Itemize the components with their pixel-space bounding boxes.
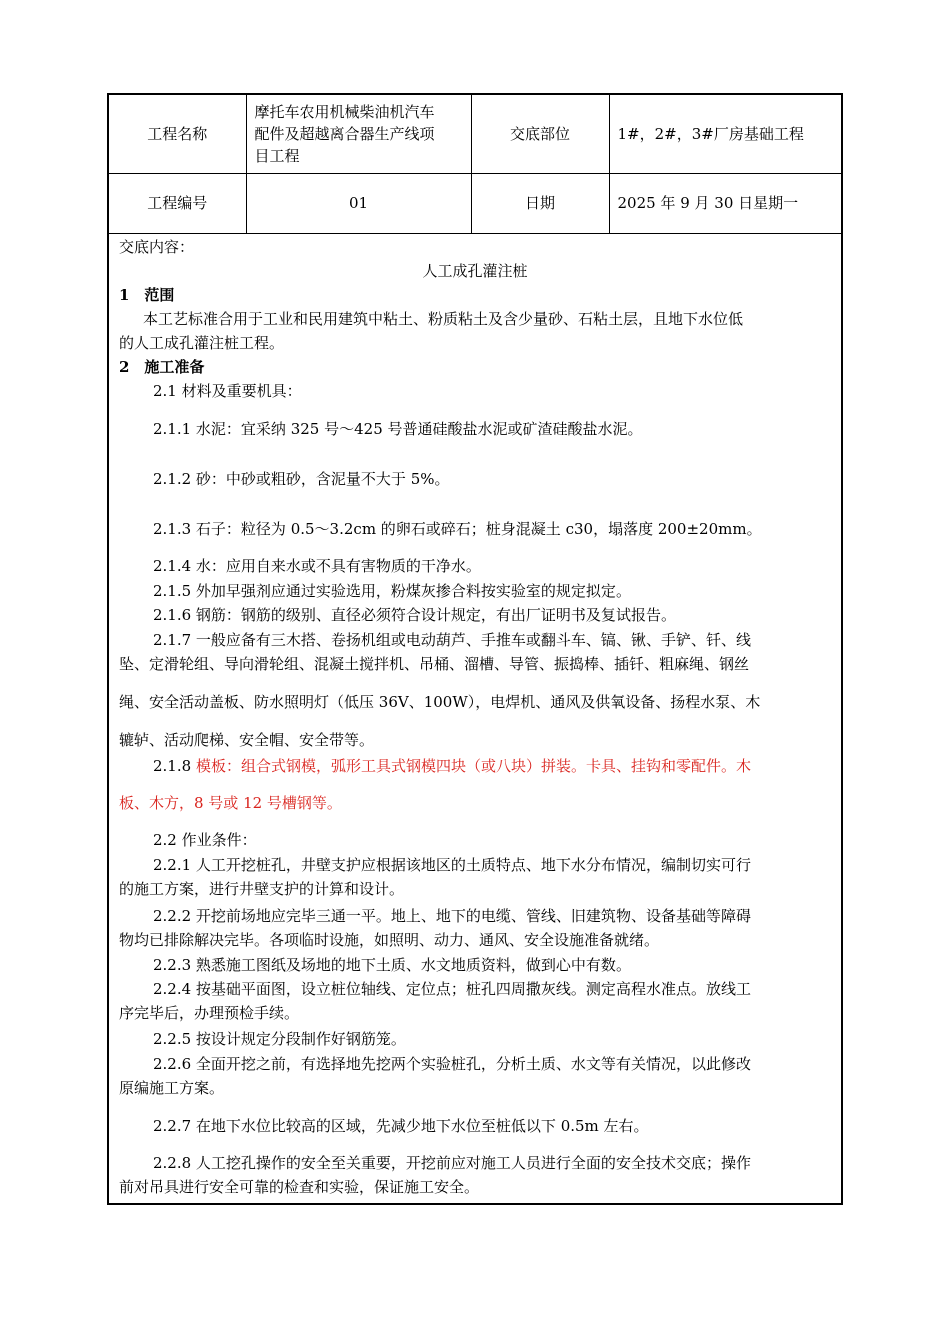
part-value: 1#，2#，3#厂房基础工程 bbox=[609, 95, 841, 173]
paragraph-line: 序完毕后，办理预检手续。 bbox=[119, 1003, 300, 1022]
paragraph-line: 绳、安全活动盖板、防水照明灯（低压 36V、100W），电焊机、通风及供氧设备、扬程水泵、木 bbox=[119, 692, 761, 711]
paragraph-line: 2.1.7 一般应备有三木搭、卷扬机组或电动葫芦、手推车或翻斗车、镐、锹、手铲、钎、线 bbox=[153, 630, 751, 649]
paragraph-line: 2.2.2 开挖前场地应完毕三通一平。地上、地下的电缆、管线、旧建筑物、设备基础等障碍 bbox=[153, 906, 751, 925]
paragraph-line: 2.2.3 熟悉施工图纸及场地的地下土质、水文地质资料，做到心中有数。 bbox=[153, 955, 631, 974]
paragraph-line: 2.1.4 水：应用自来水或不具有害物质的干净水。 bbox=[153, 556, 481, 575]
paragraph-line: 2.1.3 石子：粒径为 0.5～3.2cm 的卵石或碎石；桩身混凝土 c30，塌落度 200±20mm。 bbox=[153, 519, 762, 538]
section-heading: 2 施工准备 bbox=[119, 357, 205, 376]
paragraph-line: 2.2 作业条件： bbox=[153, 830, 257, 849]
highlighted-text: 模板：组合式钢模，弧形工具式钢模四块（或八块）拼装。卡具、挂钩和零配件。木 bbox=[195, 756, 751, 775]
paragraph-line: 前对吊具进行安全可靠的检查和实验，保证施工安全。 bbox=[119, 1177, 480, 1196]
paragraph-line: 2.1.6 钢筋：钢筋的级别、直径必须符合设计规定，有出厂证明书及复试报告。 bbox=[153, 605, 676, 624]
project-name-label: 工程名称 bbox=[109, 95, 246, 173]
header-table bbox=[109, 95, 841, 234]
paragraph-line: 2.2.4 按基础平面图，设立桩位轴线、定位点；桩孔四周撒灰线。测定高程水准点。放线工 bbox=[153, 979, 751, 998]
paragraph-line: 2.1.1 水泥：宜采纳 325 号～425 号普通硅酸盐水泥或矿渣硅酸盐水泥。 bbox=[153, 419, 643, 438]
paragraph-line bbox=[153, 755, 751, 776]
part-label: 交底部位 bbox=[471, 95, 609, 173]
paragraph-line: 2.1 材料及重要机具： bbox=[153, 381, 302, 400]
number-label: 工程编号 bbox=[109, 173, 246, 233]
project-name-line: 摩托车农用机械柴油机汽车 bbox=[254, 102, 435, 121]
paragraph-line: 物均已排除解决完毕。各项临时设施，如照明、动力、通风、安全设施准备就绪。 bbox=[119, 930, 660, 949]
paragraph-line: 本工艺标准合用于工业和民用建筑中粘土、粉质粘土及含少量砂、石粘土层，且地下水位低 bbox=[143, 309, 744, 328]
paragraph-line: 的人工成孔灌注桩工程。 bbox=[119, 333, 285, 352]
paragraph-line: 原编施工方案。 bbox=[119, 1078, 225, 1097]
project-name-line: 目工程 bbox=[254, 146, 300, 165]
item-number: 2.1.8 bbox=[153, 756, 192, 775]
paragraph-line: 辘轳、活动爬梯、安全帽、安全带等。 bbox=[119, 730, 375, 749]
section-heading: 1 范围 bbox=[119, 285, 175, 304]
project-name-value bbox=[246, 95, 471, 173]
paragraph-line: 2.1.5 外加早强剂应通过实验选用，粉煤灰掺合料按实验室的规定拟定。 bbox=[153, 581, 631, 600]
paragraph-line: 2.2.1 人工开挖桩孔，井壁支护应根据该地区的土质特点、地下水分布情况，编制切实可行 bbox=[153, 855, 751, 874]
content-title: 人工成孔灌注桩 bbox=[422, 261, 528, 280]
date-label: 日期 bbox=[471, 173, 609, 233]
paragraph-line: 坠、定滑轮组、导向滑轮组、混凝土搅拌机、吊桶、溜槽、导管、振捣棒、插钎、粗麻绳、钢丝 bbox=[119, 654, 750, 673]
paragraph-line: 2.1.2 砂：中砂或粗砂，含泥量不大于 5%。 bbox=[153, 469, 450, 488]
date-value: 2025 年 9 月 30 日星期一 bbox=[609, 173, 841, 233]
disclosure-sheet bbox=[107, 93, 843, 1205]
paragraph-line: 2.2.7 在地下水位比较高的区域，先减少地下水位至桩低以下 0.5m 左右。 bbox=[153, 1116, 649, 1135]
paragraph-line: 2.2.6 全面开挖之前，有选择地先挖两个实验桩孔，分析土质、水文等有关情况，以此修改 bbox=[153, 1054, 751, 1073]
content-intro: 交底内容： bbox=[119, 237, 195, 256]
highlighted-text: 板、木方，8 号或 12 号槽钢等。 bbox=[119, 793, 342, 812]
number-value: 01 bbox=[246, 173, 471, 233]
project-name-line: 配件及超越离合器生产线项 bbox=[254, 124, 435, 143]
paragraph-line: 2.2.5 按设计规定分段制作好钢筋笼。 bbox=[153, 1029, 406, 1048]
paragraph-line: 的施工方案，进行井壁支护的计算和设计。 bbox=[119, 879, 405, 898]
paragraph-line: 2.2.8 人工挖孔操作的安全至关重要，开挖前应对施工人员进行全面的安全技术交底；操作 bbox=[153, 1153, 751, 1172]
